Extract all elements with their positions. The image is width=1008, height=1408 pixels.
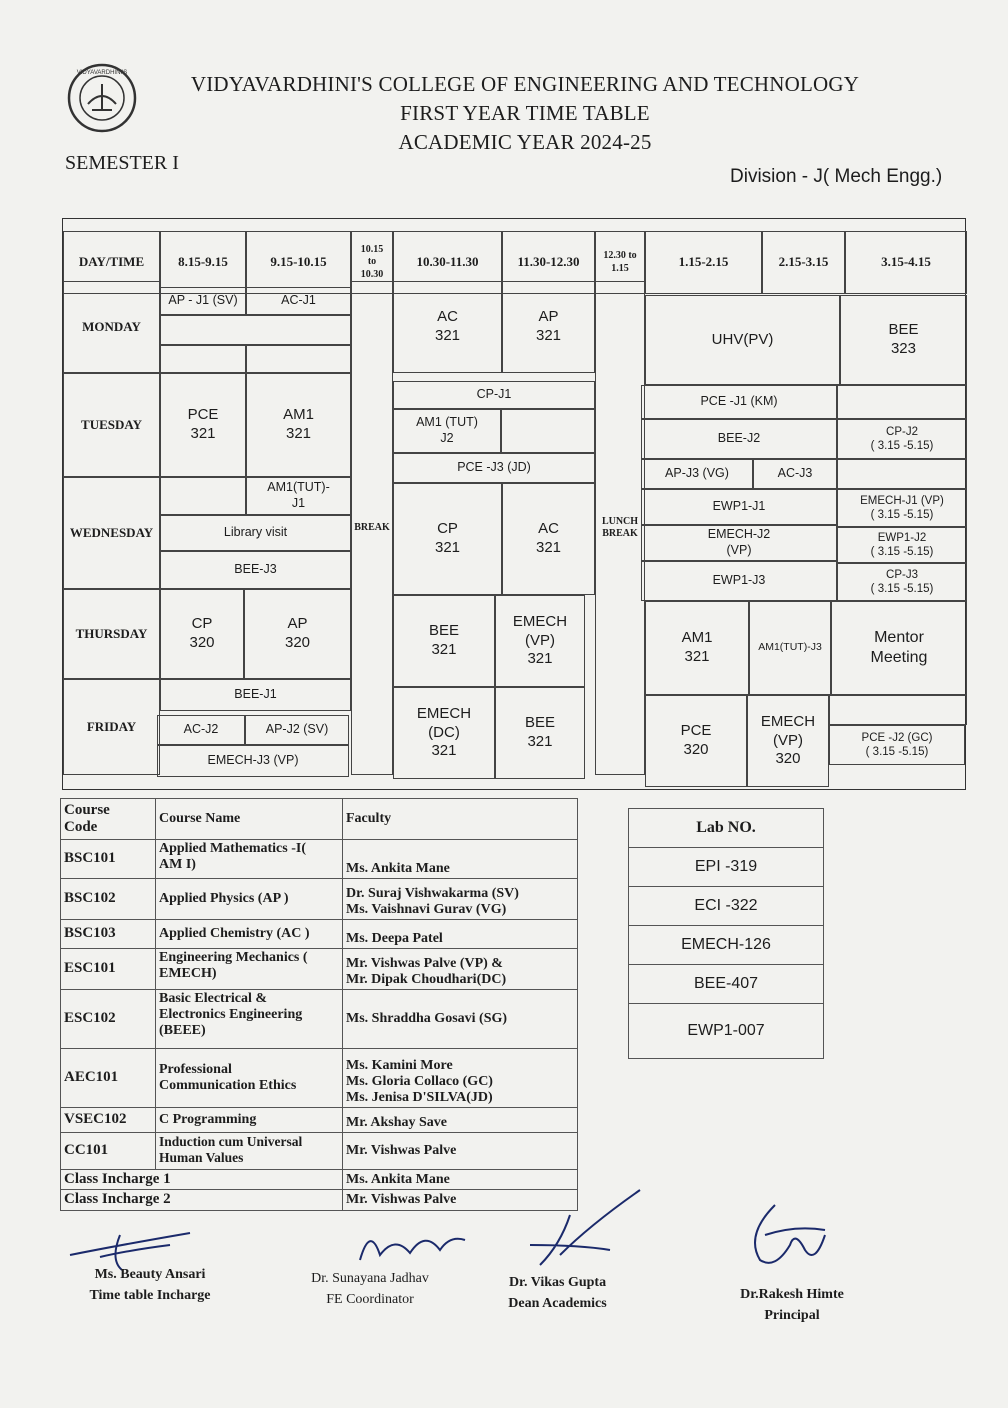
- lab-item: EPI -319: [629, 848, 823, 887]
- slot-header: 10.15 to 10.30: [351, 231, 393, 294]
- signatory-role: Dean Academics: [508, 1296, 607, 1311]
- table-row: [61, 840, 578, 879]
- class-cell: EMECH (VP) 320: [747, 695, 829, 787]
- table-row: [61, 879, 578, 920]
- class-cell: AP-J3 (VG): [641, 459, 753, 489]
- day-label: MONDAY: [63, 281, 160, 373]
- slot-header: 8.15-9.15: [160, 231, 246, 294]
- class-cell: EMECH (VP) 321: [495, 595, 585, 687]
- empty-cell: [160, 345, 246, 373]
- class-cell: AC 321: [393, 281, 502, 373]
- signatory-role: FE Coordinator: [326, 1292, 414, 1307]
- timetable-grid: [62, 218, 966, 790]
- day-label: FRIDAY: [63, 679, 160, 775]
- slot-header: 9.15-10.15: [246, 231, 351, 294]
- class-cell: AP 321: [502, 281, 595, 373]
- seal-text: VIDYAVARDHINI'S: [76, 70, 128, 76]
- course-code: ESC101: [61, 949, 156, 990]
- course-name: Basic Electrical & Electronics Engineering (BEEE): [156, 990, 343, 1049]
- signature-block: [712, 1284, 872, 1326]
- course-code: VSEC102: [61, 1108, 156, 1133]
- column-header: Course Name: [156, 799, 343, 840]
- course-faculty: Ms. Ankita Mane: [343, 840, 578, 879]
- signature-block: [280, 1268, 460, 1310]
- empty-cell: [837, 385, 967, 419]
- class-cell: BEE-J2: [641, 419, 837, 459]
- class-cell: AC-J2: [157, 715, 245, 745]
- table-row: [61, 1108, 578, 1133]
- class-cell: BEE 323: [840, 295, 967, 385]
- course-faculty: Mr. Akshay Save: [343, 1108, 578, 1133]
- class-cell: PCE 321: [160, 373, 246, 477]
- class-cell: BEE 321: [495, 687, 585, 779]
- class-cell: EMECH-J3 (VP): [157, 745, 349, 777]
- course-name: Applied Physics (AP ): [156, 879, 343, 920]
- class-cell: AM1(TUT)- J1: [246, 477, 351, 515]
- course-faculty: Mr. Vishwas Palve: [343, 1133, 578, 1170]
- class-cell: CP 321: [393, 483, 502, 595]
- empty-cell: [160, 477, 246, 515]
- empty-cell: [160, 315, 351, 345]
- course-faculty: Ms. Deepa Patel: [343, 920, 578, 949]
- class-cell: EMECH-J1 (VP) ( 3.15 -5.15): [837, 489, 967, 527]
- class-cell: UHV(PV): [645, 295, 840, 385]
- lab-item: ECI -322: [629, 887, 823, 926]
- class-cell: PCE -J1 (KM): [641, 385, 837, 419]
- course-name: Induction cum Universal Human Values: [156, 1133, 343, 1170]
- class-cell: EWP1-J3: [641, 561, 837, 601]
- class-cell: BEE 321: [393, 595, 495, 687]
- class-cell: BEE-J1: [160, 679, 351, 711]
- day-label: THURSDAY: [63, 589, 160, 679]
- signature-scribble: [735, 1195, 835, 1275]
- course-table: [60, 798, 578, 1211]
- empty-cell: [501, 409, 595, 453]
- class-cell: AM1 321: [246, 373, 351, 477]
- slot-header: 2.15-3.15: [762, 231, 845, 294]
- incharge-label: Class Incharge 1: [61, 1170, 343, 1190]
- class-cell: CP-J3 ( 3.15 -5.15): [837, 563, 967, 601]
- course-name: Applied Chemistry (AC ): [156, 920, 343, 949]
- course-code: BSC102: [61, 879, 156, 920]
- corner-header: DAY/TIME: [63, 231, 160, 294]
- class-cell: AM1 321: [645, 601, 749, 695]
- signatory-role: Principal: [764, 1308, 820, 1323]
- course-code: AEC101: [61, 1049, 156, 1108]
- slot-header: 3.15-4.15: [845, 231, 967, 294]
- college-seal-icon: [66, 62, 138, 134]
- class-cell: AC 321: [502, 483, 595, 595]
- signatory-role: Time table Incharge: [89, 1288, 211, 1303]
- class-cell: AC-J3: [753, 459, 837, 489]
- course-name: Applied Mathematics -I( AM I): [156, 840, 343, 879]
- division-label: Division - J( Mech Engg.): [730, 166, 943, 187]
- course-faculty: Dr. Suraj Vishwakarma (SV) Ms. Vaishnavi Gurav (VG): [343, 879, 578, 920]
- slot-header: 12.30 to 1.15: [595, 231, 645, 294]
- empty-cell: [829, 695, 967, 725]
- signature-scribble: [500, 1185, 660, 1275]
- signatory-name: Dr. Sunayana Jadhav: [311, 1271, 429, 1286]
- course-name: Professional Communication Ethics: [156, 1049, 343, 1108]
- lab-item: EMECH-126: [629, 926, 823, 965]
- class-cell: CP 320: [160, 589, 244, 679]
- signatory-name: Dr. Vikas Gupta: [508, 1275, 607, 1290]
- class-cell: PCE -J3 (JD): [393, 453, 595, 483]
- class-cell: EMECH (DC) 321: [393, 687, 495, 779]
- lab-item: EWP1-007: [687, 1022, 765, 1039]
- day-label: WEDNESDAY: [63, 477, 160, 589]
- class-cell: BEE-J3: [160, 551, 351, 589]
- class-cell: PCE 320: [645, 695, 747, 787]
- class-cell: AP-J2 (SV): [245, 715, 349, 745]
- college-name: VIDYAVARDHINI'S COLLEGE OF ENGINEERING AND TECHNOLOGY: [190, 72, 860, 96]
- table-header-row: [61, 799, 578, 840]
- empty-cell: [837, 459, 967, 489]
- course-faculty: Ms. Shraddha Gosavi (SG): [343, 990, 578, 1049]
- column-header: Faculty: [343, 799, 578, 840]
- incharge-name: Mr. Vishwas Palve: [343, 1190, 578, 1210]
- incharge-name: Ms. Ankita Mane: [343, 1170, 578, 1190]
- lab-item: BEE-407: [629, 965, 823, 1004]
- table-row: [61, 990, 578, 1049]
- signature-scribble: [340, 1215, 480, 1275]
- class-cell: EMECH-J2 (VP): [641, 525, 837, 561]
- academic-year: ACADEMIC YEAR 2024-25: [398, 130, 652, 154]
- slot-header: 1.15-2.15: [645, 231, 762, 294]
- class-cell: AP - J1 (SV): [160, 287, 246, 315]
- course-code: BSC103: [61, 920, 156, 949]
- slot-header: 11.30-12.30: [502, 231, 595, 294]
- class-cell: AM1(TUT)-J3: [749, 601, 831, 695]
- table-row: [61, 920, 578, 949]
- class-cell: PCE -J2 (GC) ( 3.15 -5.15): [829, 725, 965, 765]
- signatory-name: Dr.Rakesh Himte: [740, 1287, 844, 1302]
- document-title: FIRST YEAR TIME TABLE: [400, 101, 650, 125]
- course-faculty: Ms. Kamini More Ms. Gloria Collaco (GC) Ms. Jenisa D'SILVA(JD): [343, 1049, 578, 1108]
- signature-block: [480, 1272, 635, 1314]
- class-cell: CP-J2 ( 3.15 -5.15): [837, 419, 967, 459]
- table-row: [61, 1133, 578, 1170]
- course-code: CC101: [61, 1133, 156, 1170]
- lab-table: [628, 808, 824, 1059]
- course-code: BSC101: [61, 840, 156, 879]
- course-name: Engineering Mechanics ( EMECH): [156, 949, 343, 990]
- incharge-label: Class Incharge 2: [61, 1190, 343, 1210]
- table-row: [61, 949, 578, 990]
- signatory-name: Ms. Beauty Ansari: [94, 1267, 206, 1282]
- class-cell: EWP1-J1: [641, 489, 837, 525]
- signature-block: [60, 1264, 240, 1306]
- class-cell: EWP1-J2 ( 3.15 -5.15): [837, 527, 967, 563]
- empty-cell: [246, 345, 351, 373]
- day-label: TUESDAY: [63, 373, 160, 477]
- lunch-break-column: LUNCH BREAK: [595, 281, 645, 775]
- course-code: ESC102: [61, 990, 156, 1049]
- lab-header: Lab NO.: [629, 809, 823, 848]
- class-cell: AP 320: [244, 589, 351, 679]
- class-cell: CP-J1: [393, 381, 595, 409]
- course-name: C Programming: [156, 1108, 343, 1133]
- class-cell: Mentor Meeting: [831, 601, 967, 695]
- class-cell: AM1 (TUT) J2: [393, 409, 501, 453]
- course-faculty: Mr. Vishwas Palve (VP) & Mr. Dipak Choudhari(DC): [343, 949, 578, 990]
- column-header: Course Code: [61, 799, 156, 840]
- break-column: BREAK: [351, 281, 393, 775]
- table-row: [61, 1049, 578, 1108]
- slot-header: 10.30-11.30: [393, 231, 502, 294]
- class-cell: Library visit: [160, 515, 351, 551]
- semester-label: SEMESTER I: [65, 152, 179, 174]
- class-cell: AC-J1: [246, 287, 351, 315]
